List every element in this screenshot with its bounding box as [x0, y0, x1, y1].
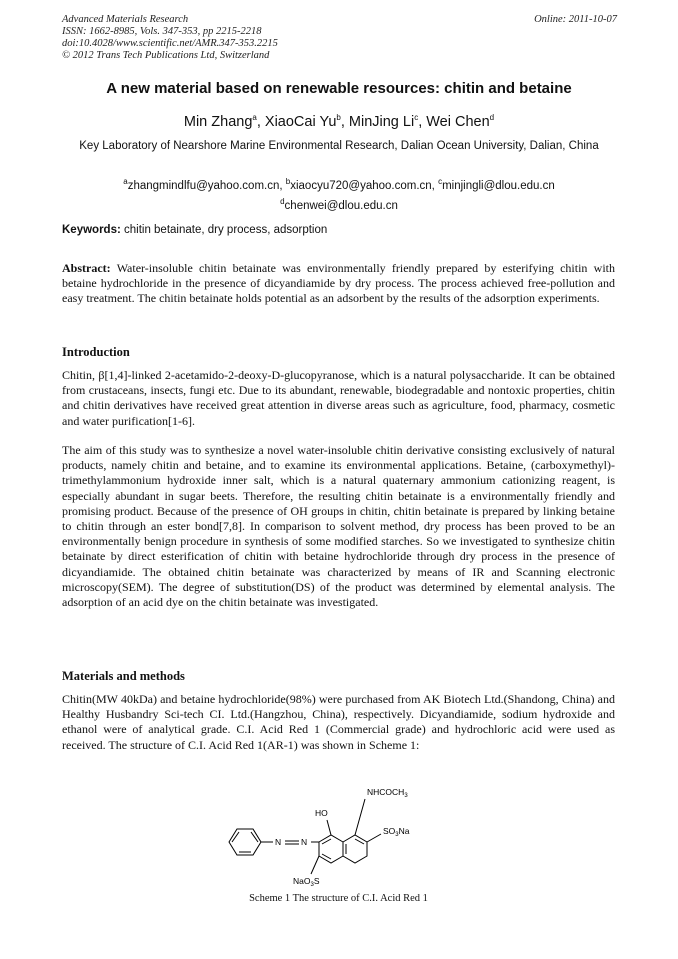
author-name: Wei Chen — [426, 113, 490, 130]
phenyl-ring — [229, 829, 261, 855]
email-address[interactable]: minjingli@dlou.edu.cn — [442, 179, 555, 192]
online-date: Online: 2011-10-07 — [534, 14, 617, 25]
acid-red-1-structure — [215, 782, 465, 890]
so3na-label: $SO_3Na$ — [383, 826, 410, 838]
copyright-line: © 2012 Trans Tech Publications Ltd, Switzerland — [62, 50, 270, 61]
author-list: Min Zhang$^a$, XiaoCai Yu$^b$, MinJing Li$^c$, Wei Chen$^d$ — [183, 113, 495, 130]
author-sup: b — [336, 113, 341, 122]
abstract-label: Abstract: — [62, 261, 111, 275]
methods-heading: Materials and methods — [62, 669, 185, 683]
author-name: XiaoCai Yu — [264, 113, 337, 130]
paper-title: A new material based on renewable resources: chitin and betaine — [106, 80, 572, 97]
author-sup: d — [489, 113, 495, 122]
scheme-caption: Scheme 1 The structure of C.I. Acid Red 1 — [249, 893, 428, 904]
email-address[interactable]: zhangmindlfu@yahoo.com.cn — [127, 179, 280, 192]
email-address[interactable]: xiaocyu720@yahoo.com.cn — [290, 179, 432, 192]
methods-paragraph-1: Chitin(MW 40kDa) and betaine hydrochloride(98%) were purchased from AK Biotech Ltd.(Shandong, China) and Healthy Husbandry Sci-tech CI. Ltd.(Hangzhou, China), respectively. Dicyandiamide, sodium hydroxide and ethanol were of analytical grade. C.I. Acid Red 1 (Commercial grade) and hydrochloric acid were used as received. The structure of C.I. Acid Red 1(AR-1) was shown in Scheme 1: — [62, 692, 615, 752]
abstract — [62, 261, 615, 307]
author-sup: c — [414, 113, 419, 122]
doi-line: doi:10.4028/www.scientific.net/AMR.347-353.2215 — [62, 38, 278, 49]
naso3-label: NaO$_3$S — [293, 876, 320, 888]
affiliation: Key Laboratory of Nearshore Marine Environmental Research, Dalian Ocean University, Dalian, China — [79, 140, 599, 152]
email-sup: c — [438, 177, 443, 186]
keywords — [62, 224, 617, 236]
introduction-paragraph-1: Chitin, β[1,4]-linked 2-acetamido-2-deoxy-D-glucopyranose, which is a natural polysaccharide. It can be obtained from crustaceans, insects, fungi etc. Due to its abundant, renewable, biodegradable and nontoxic properties, chitin and chitin derivatives have received great attention in diverse areas such as agriculture, food, pharmacy, cosmetic and water purification[1-6]. — [62, 368, 615, 428]
email-sup: d — [280, 196, 285, 206]
issn-line: ISSN: 1662-8985, Vols. 347-353, pp 2215-2218 — [62, 26, 262, 37]
email-sup: b — [285, 177, 291, 186]
email-list — [40, 174, 638, 214]
author-name: Min Zhang — [183, 113, 253, 130]
nhcoch3-label: $NHCOCH_3$ — [367, 787, 408, 799]
abstract-text: Water-insoluble chitin betainate was environmentally friendly prepared by esterifying chitin with betaine hydrochloride in the presence of dicyandiamide by dry process. The process achieved free-pollution and easy treatment. The chitin betainate holds potential as an adsorbent by the results of the adsorption experiments. — [62, 261, 615, 306]
email-sup: a — [123, 177, 128, 186]
azo-nitrogen-label-2: N — [301, 837, 308, 847]
page-header — [62, 14, 617, 62]
journal-name: Advanced Materials Research — [62, 14, 189, 25]
author-name: MinJing Li — [348, 113, 415, 130]
author-sup: a — [252, 113, 257, 122]
email-address[interactable]: chenwei@dlou.edu.cn — [284, 199, 398, 212]
introduction-paragraph-2: The aim of this study was to synthesize a novel water-insoluble chitin derivative consisting exclusively of natural products, namely chitin and betaine, and to examine its environmental applications. Betaine, (carboxymethyl)-trimethylammonium hydroxide inner salt, which is a natural quaternary ammonium cationizing reagent, is especially abundant in sugar beets. Therefore, the resulting chitin betainate is a environmentally friendly and promising product. Because of the presence of OH groups in chitin, chitin betainate is prepared by linking betaine to chitin through an ester bond[7,8]. In comparison to solvent method, dry process has been proved to be an environmentally benign procedure in synthesis of some modified starches. So we investigated to synthesize chitin betainate by direct esterification of chitin with betaine hydrochloride through dry process in the presence of dicyandiamide. The obtained chitin betainate was characterized by means of IR and Scanning electronic microscopy(SEM). The degree of substitution(DS) of the product was determined by elemental analysis. The adsorption of an acid dye on the chitin betainate was investigated. — [62, 443, 615, 610]
email-row — [40, 194, 638, 214]
keywords-label: Keywords: — [62, 224, 121, 236]
introduction-heading: Introduction — [62, 345, 130, 359]
keywords-text: chitin betainate, dry process, adsorption — [124, 224, 328, 236]
azo-nitrogen-label-1: N — [275, 837, 282, 847]
hydroxyl-label: HO — [315, 808, 328, 818]
email-row: $^a$zhangmindlfu@yahoo.com.cn, $^b$xiaocyu720@yahoo.com.cn, $^c$minjingli@dlou.edu.cn — [123, 177, 555, 192]
